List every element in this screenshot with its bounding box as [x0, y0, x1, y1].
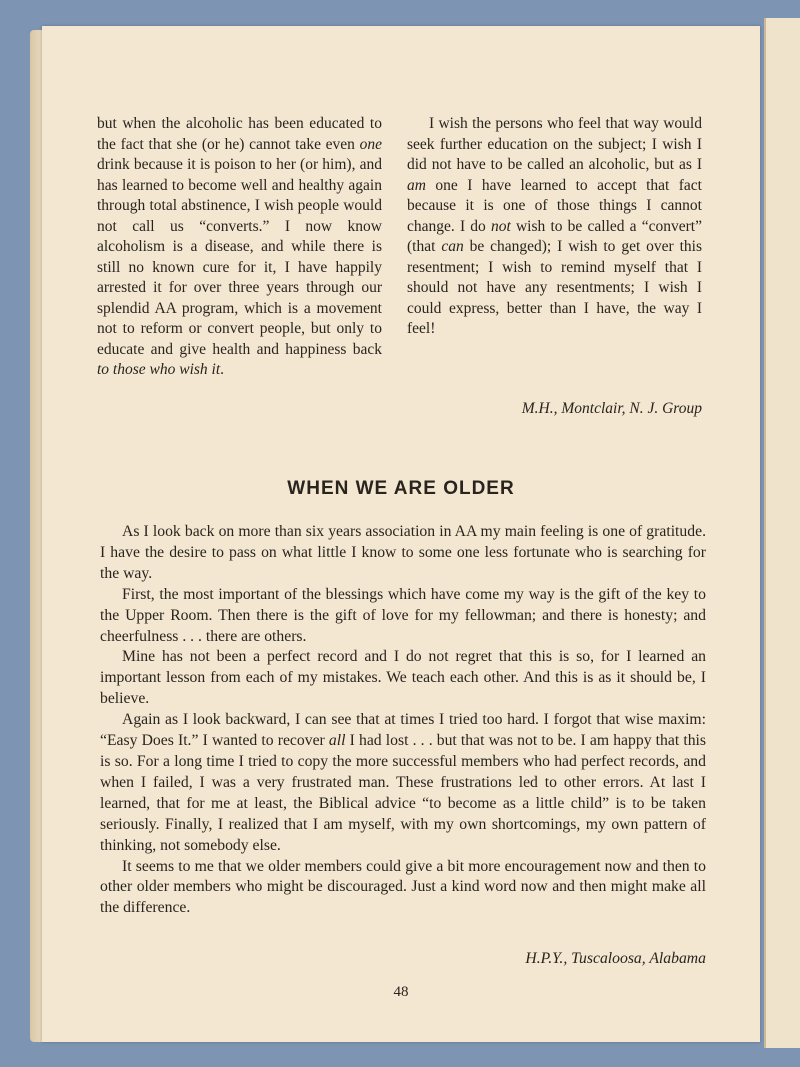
article-paragraph-2: First, the most important of the blessings which have come my way is the gift of the key to the Upper Room. Then there is the gift of love for my fellowman; and there is honesty; and cheerfulness . . . there are others. — [100, 585, 706, 645]
italic-ending: to those who wish it — [97, 361, 221, 378]
italic-can: can — [441, 238, 464, 255]
text-segment: I had lost . . . but that was not to be. I am happy that this is so. For a long time I tried to copy the more successful members who had perfect records, and when I failed, I was a very frustrated man. These frustrations led to other errors. At last I learned, that for me at least, the Biblical advice “to become as a little child” is to be taken seriously. Finally, I realized that I am myself, with my own shortcomings, my own pattern of thinking, not somebody else. — [100, 732, 707, 854]
article-paragraph-3: Mine has not been a perfect record and I do not regret that this is so, for I learned an important lesson from each of my mistakes. We teach each other. And this is as it should be, I believe. — [100, 648, 706, 708]
left-column-text — [97, 114, 382, 381]
text-segment: I wish the persons who feel that way would seek further education on the subject; I wish I did not have to be called an alcoholic, but as I — [407, 115, 702, 173]
right-column-text — [407, 114, 702, 340]
right-column — [407, 114, 702, 340]
text-segment: be changed); I wish to get over this resentment; I wish to remind myself that I should not have any resentments; I wish I could express, better than I have, the way I feel! — [407, 238, 703, 337]
italic-all: all — [328, 732, 346, 750]
article-paragraph-1: As I look back on more than six years association in AA my main feeling is one of gratitude. I have the desire to pass on what little I know to some one less fortunate who is searching for the way. — [100, 523, 706, 582]
text-segment: wish to be called a “convert” (that — [407, 217, 702, 255]
text-segment: drink because it is poison to her (or him), and has learned to become well and healthy again through total abstinence, I wish people would not call us “converts.” I now know alcoholism is a disease, and while there is still no known cure for it, I have happily arrested it for over three years through our splendid AA program, which is a movement not to reform or convert people, but only to educate and give health and happiness back — [97, 156, 382, 358]
text-segment: . — [220, 361, 225, 378]
right-column-signature: M.H., Montclair, N. J. Group — [521, 400, 702, 417]
article-signature: H.P.Y., Tuscaloosa, Alabama — [525, 950, 706, 967]
text-segment: but when the alcoholic has been educated to the fact that she (or he) cannot take even — [97, 115, 382, 153]
italic-am: am — [407, 176, 426, 194]
italic-not: not — [490, 217, 511, 235]
text-segment: Again as I look backward, I can see that at times I tried too hard. I forgot that wise maxim: “Easy Does It.” I wanted to recover — [100, 711, 706, 750]
page-number: 48 — [393, 984, 409, 1000]
article-body — [100, 522, 706, 919]
text-segment: one I have learned to accept that fact because it is one of those things I cannot change. I do — [407, 176, 702, 235]
book-page — [42, 26, 760, 1042]
left-column — [97, 114, 382, 381]
article-title: WHEN WE ARE OLDER — [287, 478, 515, 499]
article-paragraph-4 — [100, 710, 706, 856]
article-paragraph-5: It seems to me that we older members could give a bit more encouragement now and then to other older members who might be discouraged. Just a kind word now and then might make all the difference. — [100, 857, 706, 917]
next-page-edge — [764, 18, 800, 1048]
italic-one: one — [359, 135, 382, 153]
